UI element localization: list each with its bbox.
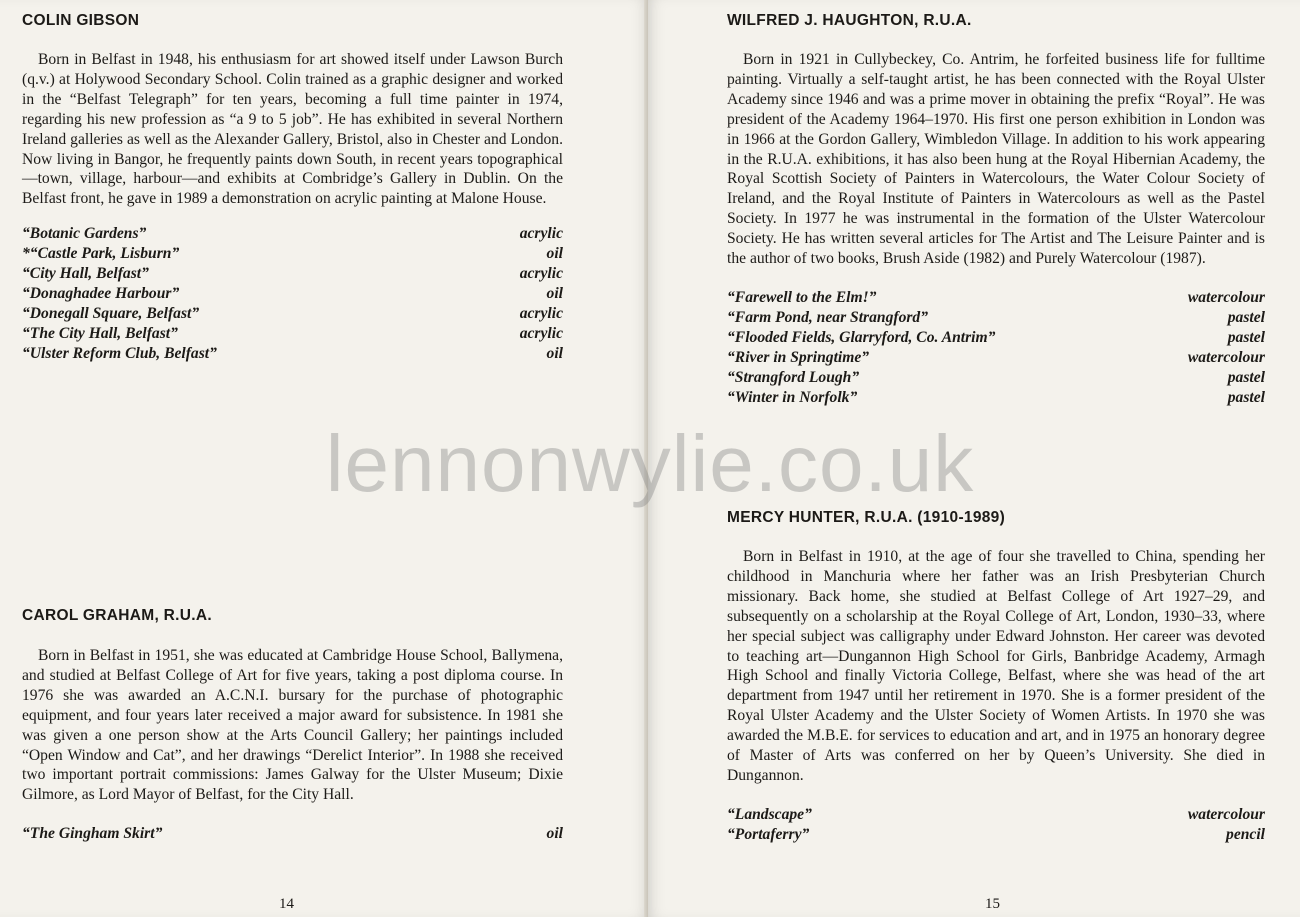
works-list bbox=[727, 805, 1265, 845]
work-title: “Donegall Square, Belfast” bbox=[22, 304, 200, 322]
works-list bbox=[22, 824, 563, 844]
work-item bbox=[727, 825, 1265, 845]
work-medium: oil bbox=[546, 284, 563, 302]
work-medium: oil bbox=[546, 825, 563, 843]
work-title: “Ulster Reform Club, Belfast” bbox=[22, 344, 217, 362]
work-item bbox=[22, 824, 563, 844]
work-title: “Farm Pond, near Strangford” bbox=[727, 308, 929, 326]
page-number: 15 bbox=[985, 896, 1000, 912]
work-medium: pastel bbox=[1227, 328, 1265, 346]
work-item bbox=[22, 284, 563, 304]
work-title: “Donaghadee Harbour” bbox=[22, 284, 180, 302]
work-medium: acrylic bbox=[519, 324, 563, 342]
artist-bio: Born in Belfast in 1951, she was educated at Cambridge House School, Ballymena, and studied at Belfast College of Art for five years, taking a post diploma course. In 1976 she was awarded an A.C.N.I. bursary for the purchase of photographic equipment, and four years later received a major award for subsistence. In 1981 she was given a one person show at the Arts Council Gallery; her paintings included “Open Window and Cat”, and her drawings “Derelict Interior”. In 1988 she received two important portrait commissions: James Galway for the Ulster Museum; Dixie Gilmore, as Lord Mayor of Belfast, for the City Hall. bbox=[22, 647, 563, 804]
artist-entry-mercy-hunter bbox=[727, 509, 1265, 845]
artist-entry-colin-gibson bbox=[22, 12, 563, 364]
work-medium: oil bbox=[546, 344, 563, 362]
work-item bbox=[22, 224, 563, 244]
work-item bbox=[727, 308, 1265, 328]
work-item bbox=[727, 348, 1265, 368]
work-medium: pencil bbox=[1226, 825, 1265, 843]
work-medium: watercolour bbox=[1187, 348, 1265, 366]
artist-bio: Born in 1921 in Cullybeckey, Co. Antrim, he forfeited business life for fulltime painting. Virtually a self-taught artist, he has been connected with the Royal Ulster Academy since 1946 and was a prime mover in obtaining the prefix “Royal”. He was president of the Academy 1964–1970. His first one person exhibition in London was in 1966 at the Gordon Gallery, Wimbledon Village. In addition to his work appearing in the R.U.A. exhibitions, it has also been hung at the Royal Hibernian Academy, the Royal Scottish Society of Painters in Watercolours, the Water Colour Society of Ireland, and the Royal Institute of Painters in Watercolours as well as the Pastel Society. In 1977 he was instrumental in the formation of the Ulster Watercolour Society. He has written several articles for The Artist and The Leisure Painter and is the author of two books, Brush Aside (1982) and Purely Watercolour (1987). bbox=[727, 51, 1265, 268]
work-medium: oil bbox=[546, 245, 563, 263]
work-title: “Landscape” bbox=[727, 805, 812, 823]
work-title: “Botanic Gardens” bbox=[22, 225, 147, 243]
work-item bbox=[727, 388, 1265, 408]
artist-name: CAROL GRAHAM, R.U.A. bbox=[22, 607, 212, 624]
work-title: “City Hall, Belfast” bbox=[22, 265, 149, 283]
watermark-text: lennonwylie.co.uk bbox=[325, 419, 975, 508]
work-title: “The City Hall, Belfast” bbox=[22, 324, 178, 342]
work-medium: pastel bbox=[1227, 308, 1265, 326]
work-title: “Portaferry” bbox=[727, 825, 810, 843]
work-item bbox=[727, 805, 1265, 825]
work-medium: watercolour bbox=[1187, 805, 1265, 823]
artist-entry-wilfred-haughton bbox=[727, 12, 1265, 407]
right-page bbox=[648, 0, 1300, 917]
works-list bbox=[22, 224, 563, 363]
work-medium: acrylic bbox=[519, 265, 563, 283]
work-item bbox=[22, 324, 563, 344]
page-number: 14 bbox=[279, 896, 294, 912]
work-item bbox=[727, 328, 1265, 348]
work-title: *“Castle Park, Lisburn” bbox=[22, 245, 180, 263]
work-title: “Winter in Norfolk” bbox=[727, 388, 858, 406]
left-page bbox=[0, 0, 648, 917]
works-list bbox=[727, 288, 1265, 407]
artist-bio: Born in Belfast in 1910, at the age of four she travelled to China, spending her childhood in Manchuria where her father was an Irish Presbyterian Church missionary. Back home, she studied at Belfast College of Art 1927–29, and subsequently on a scholarship at the Royal College of Art, London, 1930–33, where her special subject was calligraphy under Edward Johnston. Her career was devoted to teaching art—Dungannon High School for Girls, Banbridge Academy, Armagh High School and finally Victoria College, Belfast, where she was head of the art department from 1947 until her retirement in 1970. She is a former president of the Royal Ulster Academy and the Ulster Society of Women Artists. In 1970 she was awarded the M.B.E. for services to education and art, and in 1975 an honorary degree of Master of Arts was conferred on her by Queen’s University. She died in Dungannon. bbox=[727, 548, 1265, 784]
work-item bbox=[22, 244, 563, 264]
work-title: “River in Springtime” bbox=[727, 348, 870, 366]
artist-name: WILFRED J. HAUGHTON, R.U.A. bbox=[727, 12, 972, 29]
work-item bbox=[727, 368, 1265, 388]
artist-bio: Born in Belfast in 1948, his enthusiasm for art showed itself under Lawson Burch (q.v.) at Holywood Secondary School. Colin trained as a graphic designer and worked in the “Belfast Telegraph” for ten years, becoming a full time painter in 1974, regarding his new profession as “a 9 to 5 job”. He has exhibited in several Northern Ireland galleries as well as the Alexander Gallery, Bristol, also in Chester and London. Now living in Bangor, he frequently paints down South, in recent years topographical—town, village, harbour—and exhibits at Combridge’s Gallery in Dublin. On the Belfast front, he gave in 1989 a demonstration on acrylic painting at Malone House. bbox=[22, 51, 563, 208]
work-item bbox=[22, 304, 563, 324]
work-item bbox=[22, 344, 563, 364]
work-medium: pastel bbox=[1227, 388, 1265, 406]
work-medium: watercolour bbox=[1187, 288, 1265, 306]
work-item bbox=[727, 288, 1265, 308]
work-title: “The Gingham Skirt” bbox=[22, 825, 163, 843]
work-title: “Strangford Lough” bbox=[727, 368, 860, 386]
work-medium: pastel bbox=[1227, 368, 1265, 386]
work-title: “Farewell to the Elm!” bbox=[727, 288, 877, 306]
work-item bbox=[22, 264, 563, 284]
work-title: “Flooded Fields, Glarryford, Co. Antrim” bbox=[727, 328, 996, 346]
artist-name: MERCY HUNTER, R.U.A. (1910-1989) bbox=[727, 509, 1006, 526]
work-medium: acrylic bbox=[519, 225, 563, 243]
artist-entry-carol-graham bbox=[22, 607, 563, 844]
artist-name: COLIN GIBSON bbox=[22, 12, 140, 29]
work-medium: acrylic bbox=[519, 304, 563, 322]
